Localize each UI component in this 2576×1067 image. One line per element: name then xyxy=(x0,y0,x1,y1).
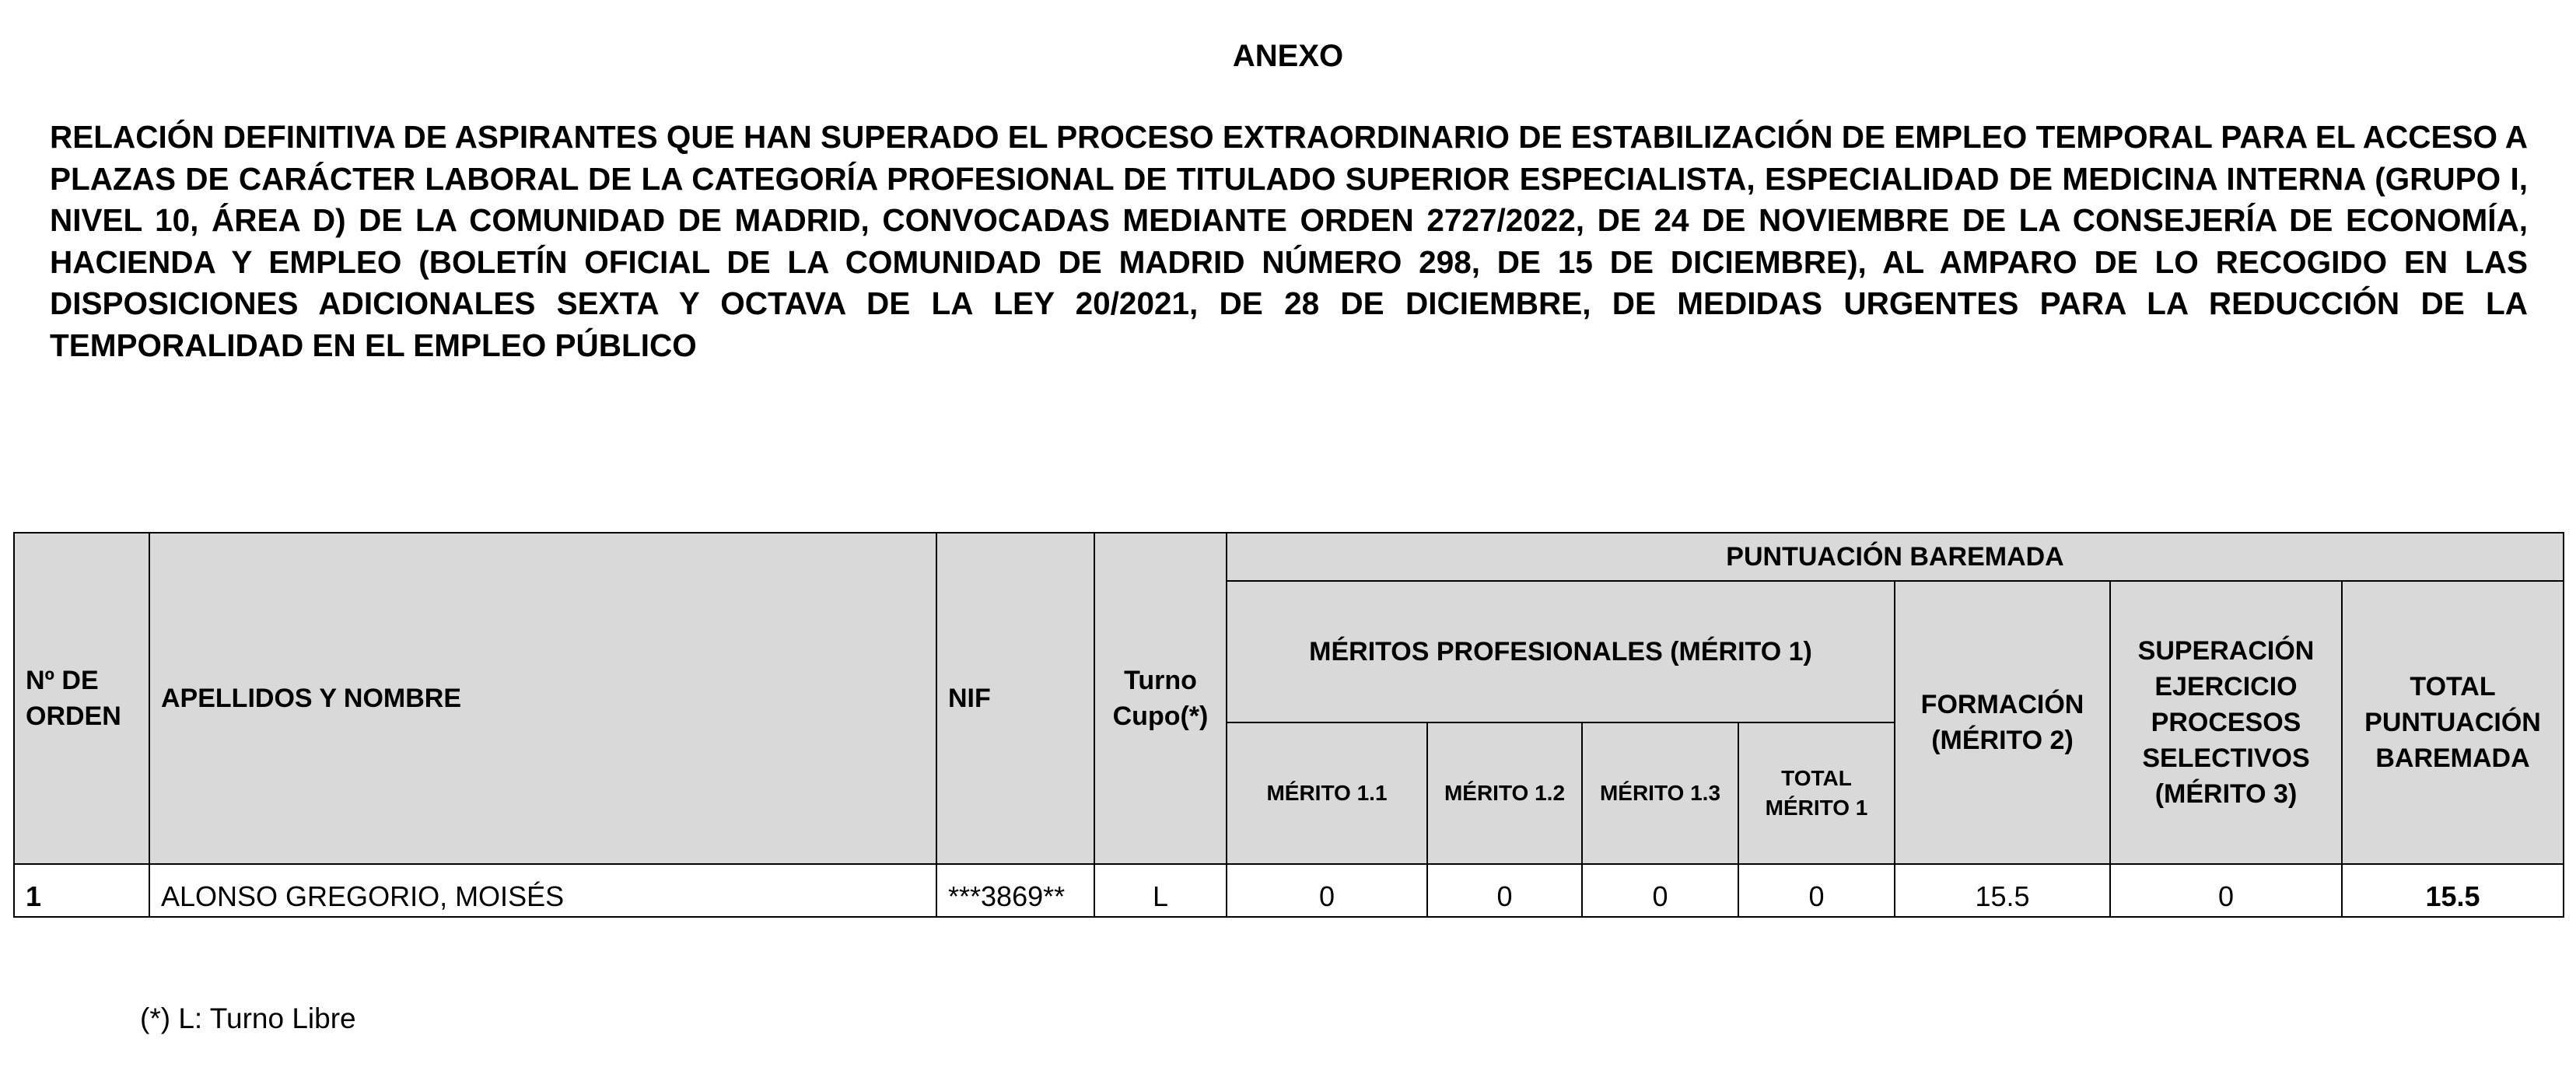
header-nombre: APELLIDOS Y NOMBRE xyxy=(149,533,936,864)
cell-total-merito-1: 0 xyxy=(1738,864,1895,917)
header-merito-1-1: MÉRITO 1.1 xyxy=(1227,722,1427,864)
cell-merito-1-2: 0 xyxy=(1427,864,1582,917)
header-merito-1-3: MÉRITO 1.3 xyxy=(1582,722,1738,864)
header-meritos-profesionales: MÉRITOS PROFESIONALES (MÉRITO 1) xyxy=(1227,581,1895,722)
cell-total-puntuacion: 15.5 xyxy=(2342,864,2564,917)
header-orden: Nº DE ORDEN xyxy=(14,533,149,864)
cell-superacion: 0 xyxy=(2110,864,2342,917)
cell-turno: L xyxy=(1094,864,1227,917)
results-table xyxy=(13,532,2564,918)
cell-nif: ***3869** xyxy=(936,864,1094,917)
page-title: ANEXO xyxy=(1232,39,1344,73)
header-total-puntuacion: TOTAL PUNTUACIÓN BAREMADA xyxy=(2342,581,2564,864)
cell-orden: 1 xyxy=(14,864,149,917)
header-puntuacion-baremada: PUNTUACIÓN BAREMADA xyxy=(1227,533,2564,581)
table-row xyxy=(14,864,2564,917)
cell-merito-1-3: 0 xyxy=(1582,864,1738,917)
header-turno: Turno Cupo(*) xyxy=(1094,533,1227,864)
header-total-merito-1: TOTAL MÉRITO 1 xyxy=(1738,722,1895,864)
header-formacion: FORMACIÓN (MÉRITO 2) xyxy=(1895,581,2110,864)
document-heading: RELACIÓN DEFINITIVA DE ASPIRANTES QUE HAN SUPERADO EL PROCESO EXTRAORDINARIO DE ESTABILIZACIÓN DE EMPLEO TEMPORAL PARA EL ACCESO A PLAZAS DE CARÁCTER LABORAL DE LA CATEGORÍA PROFESIONAL DE TITULADO SUPERIOR ESPECIALISTA, ESPECIALIDAD DE MEDICINA INTERNA (GRUPO I, NIVEL 10, ÁREA D) DE LA COMUNIDAD DE MADRID, CONVOCADAS MEDIANTE ORDEN 2727/2022, DE 24 DE NOVIEMBRE DE LA CONSEJERÍA DE ECONOMÍA, HACIENDA Y EMPLEO (BOLETÍN OFICIAL DE LA COMUNIDAD DE MADRID NÚMERO 298, DE 15 DE DICIEMBRE), AL AMPARO DE LO RECOGIDO EN LAS DISPOSICIONES ADICIONALES SEXTA Y OCTAVA DE LA LEY 20/2021, DE 28 DE DICIEMBRE, DE MEDIDAS URGENTES PARA LA REDUCCIÓN DE LA TEMPORALIDAD EN EL EMPLEO PÚBLICO xyxy=(50,119,2528,363)
header-superacion: SUPERACIÓN EJERCICIO PROCESOS SELECTIVOS (MÉRITO 3) xyxy=(2110,581,2342,864)
header-merito-1-2: MÉRITO 1.2 xyxy=(1427,722,1582,864)
cell-formacion: 15.5 xyxy=(1895,864,2110,917)
cell-nombre: ALONSO GREGORIO, MOISÉS xyxy=(149,864,936,917)
cell-merito-1-1: 0 xyxy=(1227,864,1427,917)
footnote: (*) L: Turno Libre xyxy=(140,1002,356,1034)
header-nif: NIF xyxy=(936,533,1094,864)
